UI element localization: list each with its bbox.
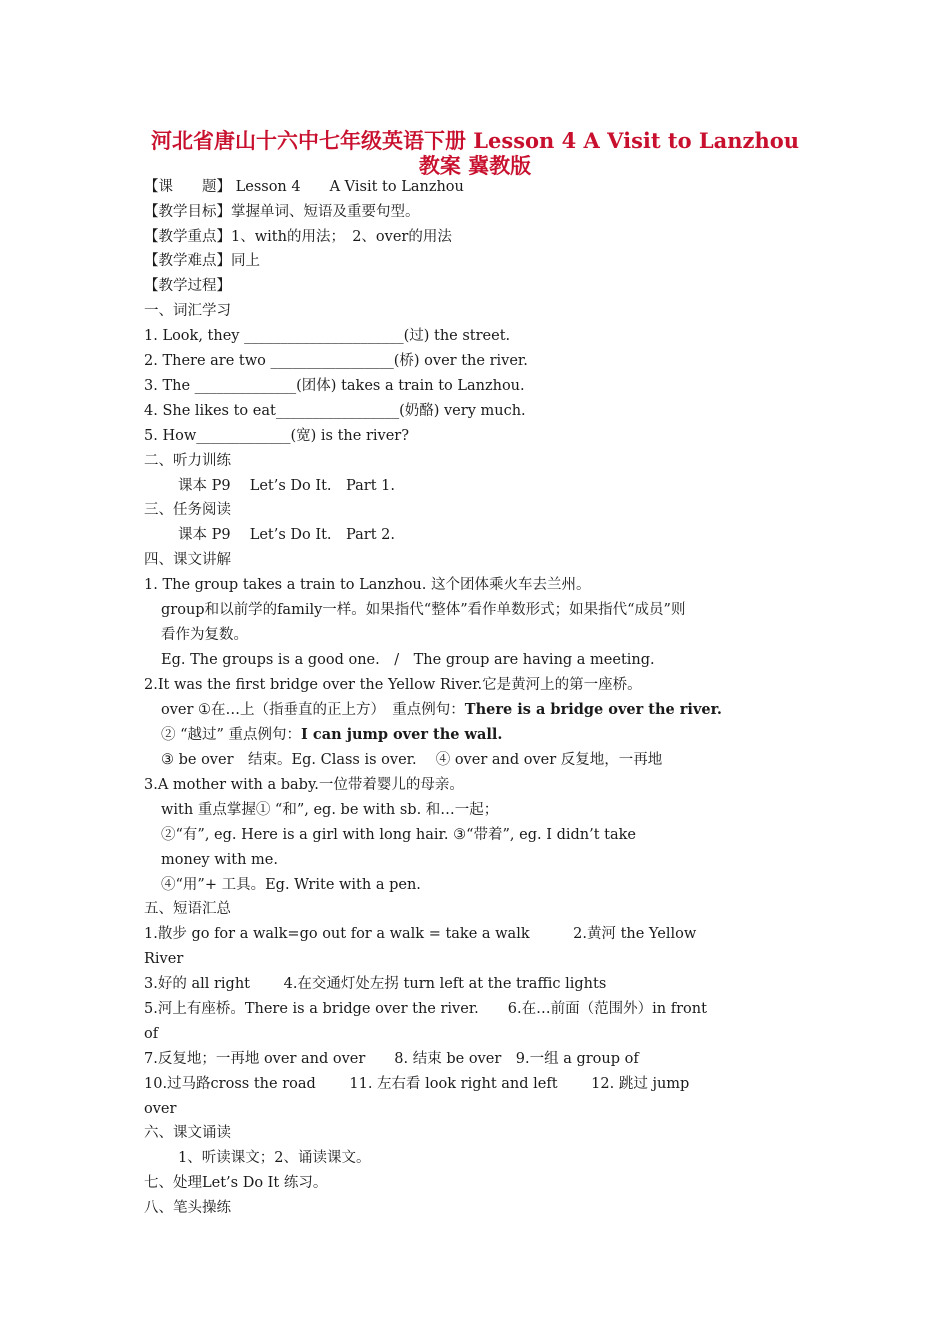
section-heading: 三、任务阅读 <box>144 502 231 518</box>
key-sentence: There is a bridge over the river. <box>464 701 722 718</box>
key-sentence: I can jump over the wall. <box>301 726 503 743</box>
explanation-note: ③ be over 结束。Eg. Class is over. ④ over and over 反复地，一再地 <box>161 752 663 768</box>
phrase-item: of <box>144 1026 159 1042</box>
teaching-goal: 【教学目标】掌握单词、短语及重要句型。 <box>144 204 420 220</box>
reading-task: 课本 P9 Let’s Do It. Part 2. <box>178 527 395 543</box>
explanation-note: ②“有”, eg. Here is a girl with long hair. ③“带着”, eg. I didn’t take <box>161 827 636 843</box>
teaching-process-heading: 【教学过程】 <box>144 278 231 294</box>
phrase-item: 7.反复地；一再地 over and over 8. 结束 be over 9.一组 a group of <box>144 1051 639 1067</box>
section-heading: 一、词汇学习 <box>144 303 231 319</box>
vocab-item: 4. She likes to eat_________________(奶酪) very much. <box>144 403 526 419</box>
vocab-item: 3. The ______________(团体) takes a train to Lanzhou. <box>144 378 525 394</box>
lesson-topic: 【课 题】 Lesson 4 A Visit to Lanzhou <box>144 179 464 195</box>
vocab-item: 5. How_____________(宽) is the river? <box>144 428 409 444</box>
section-heading: 七、处理Let’s Do It 练习。 <box>144 1175 328 1191</box>
section-heading: 八、笔头操练 <box>144 1200 231 1216</box>
section-heading: 二、听力训练 <box>144 453 231 469</box>
explanation-item: 3.A mother with a baby.一位带着婴儿的母亲。 <box>144 777 464 793</box>
section-heading: 五、短语汇总 <box>144 901 231 917</box>
listening-task: 课本 P9 Let’s Do It. Part 1. <box>178 478 395 494</box>
phrase-item: 3.好的 all right 4.在交通灯处左拐 turn left at the traffic lights <box>144 976 607 992</box>
phrase-item: 5.河上有座桥。There is a bridge over the river. 6.在…前面（范围外）in front <box>144 1001 707 1017</box>
document-title-line-2: 教案 冀教版 <box>418 153 532 178</box>
explanation-item: 1. The group takes a train to Lanzhou. 这个团体乘火车去兰州。 <box>144 577 591 593</box>
document-title-line-1: 河北省唐山十六中七年级英语下册 Lesson 4 A Visit to Lanzhou <box>150 128 800 153</box>
explanation-note <box>161 726 502 744</box>
vocab-item: 2. There are two _________________(桥) over the river. <box>144 353 528 369</box>
phrase-item: 1.散步 go for a walk=go out for a walk = take a walk 2.黄河 the Yellow <box>144 926 697 942</box>
vocab-item: 1. Look, they ______________________(过) the street. <box>144 328 511 344</box>
example-sentence: Eg. The groups is a good one. / The group are having a meeting. <box>161 652 655 668</box>
section-heading: 四、课文讲解 <box>144 552 231 568</box>
explanation-note <box>161 701 722 719</box>
explanation-note: with 重点掌握① “和”, eg. be with sb. 和…一起； <box>161 802 499 818</box>
explanation-note: 看作为复数。 <box>161 627 248 643</box>
note-text: over ①在…上（指垂直的正上方） 重点例句： <box>161 702 465 718</box>
explanation-note: ④“用”+ 工具。Eg. Write with a pen. <box>161 877 421 893</box>
note-text: ② “越过” 重点例句： <box>161 727 302 743</box>
explanation-item: 2.It was the first bridge over the Yellow River.它是黄河上的第一座桥。 <box>144 677 642 693</box>
phrase-item: River <box>144 951 184 967</box>
teaching-difficulty: 【教学难点】同上 <box>144 253 260 269</box>
teaching-focus: 【教学重点】1、with的用法； 2、over的用法 <box>144 229 452 245</box>
recitation-task: 1、听读课文；2、诵读课文。 <box>178 1150 371 1166</box>
explanation-note: group和以前学的family一样。如果指代“整体”看作单数形式；如果指代“成员”则 <box>161 602 686 618</box>
phrase-item: over <box>144 1101 177 1117</box>
explanation-note: money with me. <box>161 852 278 868</box>
section-heading: 六、课文诵读 <box>144 1125 231 1141</box>
phrase-item: 10.过马路cross the road 11. 左右看 look right and left 12. 跳过 jump <box>144 1076 690 1092</box>
